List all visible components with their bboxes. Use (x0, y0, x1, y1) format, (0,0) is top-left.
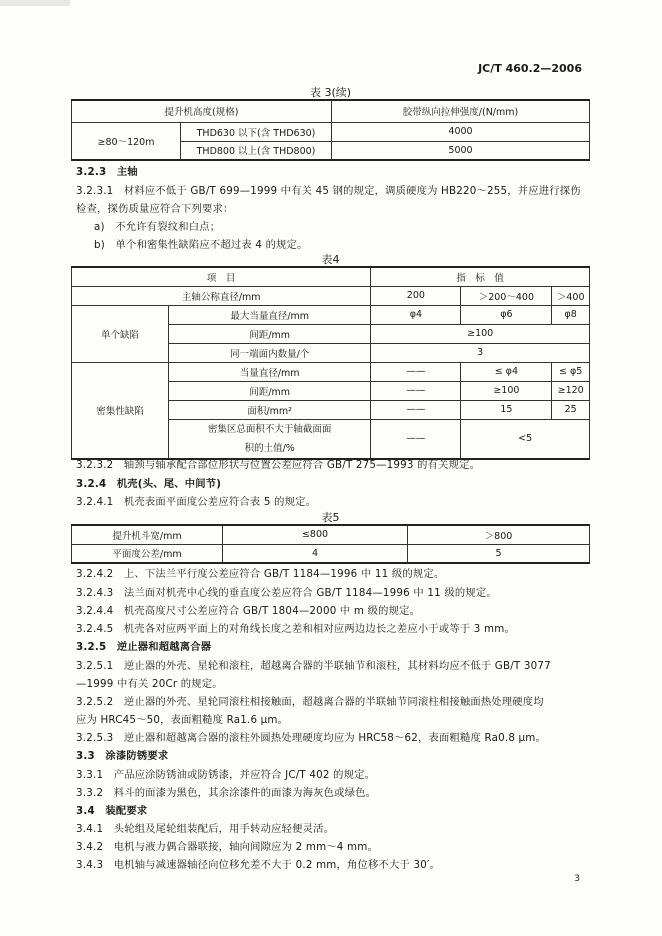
table4-row-label: 最大当量直径/mm (169, 305, 371, 324)
table3-caption: 表 3(续) (309, 86, 352, 99)
para-3-2-4-2: 3.2.4.2 上、下法兰平行度公差应符合 GB/T 1184—1996 中 11 级的规定。 (76, 568, 445, 580)
table4-caption: 表4 (321, 253, 340, 266)
para-3-2-4-3: 3.2.4.3 法兰面对机壳中心线的垂直度公差应符合 GB/T 1184—1996 中 11 级的规定。 (76, 587, 497, 599)
para-3-2-4-5: 3.2.4.5 机壳各对应两平面上的对角线长度之差和相对应两边边长之差应小于或等于 3 mm。 (76, 623, 515, 635)
table3-header-height: 提升机高度(规格) (72, 100, 332, 122)
table4-row-label: 间距/mm (169, 324, 371, 343)
table4 (71, 266, 590, 460)
table4-cell: 25 (552, 400, 590, 419)
table5-row-label: 平面度公差/mm (72, 544, 223, 563)
table5-cell: 5 (408, 544, 590, 563)
section-3-2-4-title: 3.2.4 机壳(头、尾、中间节) (76, 478, 222, 490)
para-3-4-2: 3.4.2 电机与液力偶合器联接，轴向间隙应为 2 mm～4 mm。 (76, 841, 378, 853)
para-3-2-3-2: 3.2.3.2 轴颈与轴承配合部位形状与位置公差应符合 GB/T 275—1993 的有关规定。 (76, 459, 481, 471)
table4-head-value: 指 标 值 (371, 267, 590, 286)
list-item-a: a) 不允许有裂纹和白点； (94, 221, 221, 233)
section-3-2-3-title: 3.2.3 主轴 (76, 166, 138, 178)
section-3-4-title: 3.4 装配要求 (76, 805, 148, 817)
table4-dense-group: 密集性缺陷 (72, 362, 169, 459)
table3-spec: THD630 以下(含 THD630) (181, 122, 332, 141)
table4-head-item: 项 目 (72, 267, 371, 286)
para-3-2-5-1: 3.2.5.1 逆止器的外壳、星轮和滚柱，超越离合器的半联轴节和滚柱，其材料均应不低于 GB/T 3077 (76, 660, 551, 672)
table5-cell: ≤800 (223, 525, 408, 544)
para-3-2-3-1: 3.2.3.1 材料应不低于 GB/T 699—1999 中有关 45 钢的规定，调质硬度为 HB220～255，并应进行探伤 (76, 185, 581, 197)
para-3-2-5-3: 3.2.5.3 逆止器和超越离合器的滚柱外圆热处理硬度均应为 HRC58～62，表面粗糙度 Ra0.8 μm。 (76, 732, 547, 744)
table4-cell: ≥100 (461, 381, 552, 400)
para-3-2-5-1-cont: —1999 中有关 20Cr 的规定。 (76, 678, 223, 690)
scan-artifact (0, 0, 70, 6)
page-number: 3 (574, 874, 580, 884)
table3-group-label: ≥80～120m (72, 122, 181, 160)
section-3-3-title: 3.3 涂漆防锈要求 (76, 750, 169, 762)
table4-cell: φ6 (461, 305, 552, 324)
para-3-2-5-2-cont: 应为 HRC45～50，表面粗糙度 Ra1.6 μm。 (76, 714, 289, 726)
table4-cell: ≤ φ5 (552, 362, 590, 381)
table4-cell: —— (371, 362, 461, 381)
table4-merged-cell: 3 (371, 343, 590, 362)
table4-row-label-area-ratio (169, 419, 371, 459)
table4-merged-cell: ≥100 (371, 324, 590, 343)
table5-cell: ＞800 (408, 525, 590, 544)
table4-cell: —— (371, 381, 461, 400)
table5-caption: 表5 (321, 511, 340, 524)
table4-cell: ＞400 (552, 286, 590, 305)
table3-value: 4000 (332, 122, 590, 141)
table4-area-label-line2: 积的土值/% (244, 442, 295, 454)
list-item-b: b) 单个和密集性缺陷应不超过表 4 的规定。 (94, 239, 308, 251)
table4-cell: 200 (371, 286, 461, 305)
para-3-2-5-2: 3.2.5.2 逆止器的外壳、星轮同滚柱相接触面，超越离合器的半联轴节同滚柱相接触面热处理硬度均 (76, 696, 544, 708)
para-3-4-1: 3.4.1 头轮组及尾轮组装配后，用手转动应轻便灵活。 (76, 823, 335, 835)
table4-cell: 15 (461, 400, 552, 419)
table4-cell: ≥120 (552, 381, 590, 400)
table3-value: 5000 (332, 141, 590, 160)
para-3-2-4-1: 3.2.4.1 机壳表面平面度公差应符合表 5 的规定。 (76, 496, 317, 508)
standard-number: JC/T 460.2—2006 (478, 62, 582, 75)
table4-single-group: 单个缺陷 (72, 305, 169, 362)
table4-merged-cell: <5 (461, 419, 590, 459)
table4-cell: φ8 (552, 305, 590, 324)
table4-row-label: 同一端面内数量/个 (169, 343, 371, 362)
table5-row-label: 提升机斗宽/mm (72, 525, 223, 544)
table3-header-strength: 胶带纵向拉伸强度/(N/mm) (332, 100, 590, 122)
table4-row-label: 当量直径/mm (169, 362, 371, 381)
para-3-3-2: 3.3.2 料斗的面漆为黑色，其余涂漆件的面漆为海灰色或绿色。 (76, 787, 377, 799)
table5-cell: 4 (223, 544, 408, 563)
para-3-4-3: 3.4.3 电机轴与减速器轴径向位移允差不大于 0.2 mm，角位移不大于 30′。 (76, 859, 441, 871)
para-3-3-1: 3.3.1 产品应涂防锈油或防锈漆，并应符合 JC/T 402 的规定。 (76, 769, 376, 781)
table4-cell: φ4 (371, 305, 461, 324)
table5 (71, 524, 590, 564)
table4-cell: ＞200～400 (461, 286, 552, 305)
table4-cell: —— (371, 400, 461, 419)
table3 (71, 99, 590, 161)
para-3-2-4-4: 3.2.4.4 机壳高度尺寸公差应符合 GB/T 1804—2000 中 m 级的规定。 (76, 605, 421, 617)
table4-row-label: 面积/mm² (169, 400, 371, 419)
table3-spec: THD800 以上(含 THD800) (181, 141, 332, 160)
para-3-2-3-1-cont: 检查，探伤质量应符合下列要求： (76, 203, 234, 215)
section-3-2-5-title: 3.2.5 逆止器和超越离合器 (76, 641, 212, 653)
table4-cell: ≤ φ4 (461, 362, 552, 381)
table4-cell: —— (371, 419, 461, 459)
table4-area-label-line1: 密集区总面积不大于轴截面面 (207, 423, 332, 435)
table4-diam-label: 主轴公称直径/mm (72, 286, 371, 305)
table4-row-label: 间距/mm (169, 381, 371, 400)
